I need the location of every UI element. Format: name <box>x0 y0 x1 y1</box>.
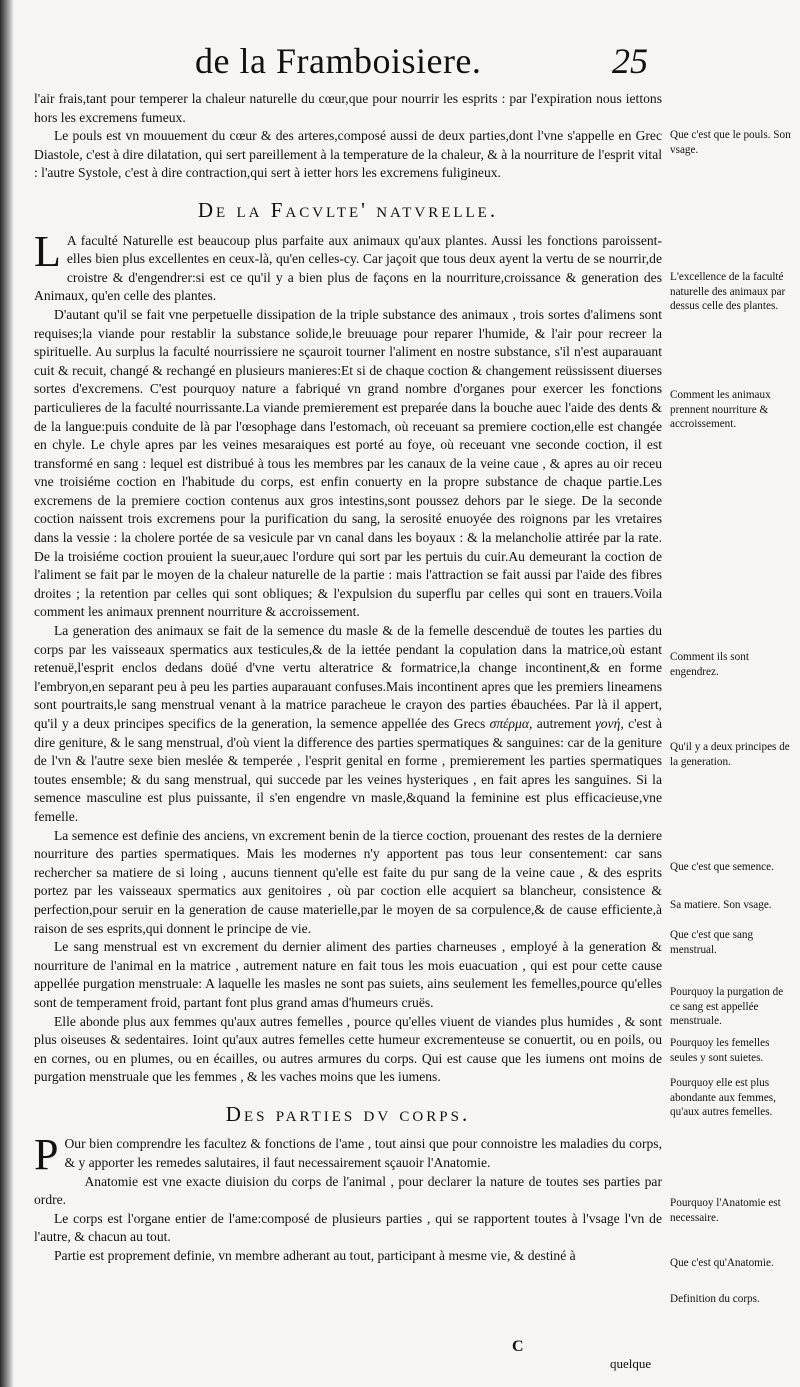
running-head <box>0 40 800 88</box>
paragraph-anatomie-definition: Anatomie est vne exacte diuision du corps de l'animal , pour declarer la nature de toutes ses parties par ordre. <box>34 1173 662 1208</box>
margin-note: Pourquoy la purgation de ce sang est appellée menstruale. <box>670 986 784 1027</box>
margin-note: Qu'il y a deux principes de la generation. <box>670 741 790 768</box>
margin-note: Pourquoy les femelles seules y sont suietes. <box>670 1037 770 1064</box>
margin-note: Comment ils sont engendrez. <box>670 651 749 678</box>
main-text-column <box>34 90 662 1266</box>
page-number: 25 <box>612 41 648 81</box>
margin-note: Definition du corps. <box>670 1293 760 1305</box>
paragraph-nourriture: D'autant qu'il se fait vne perpetuelle dissipation de la triple substance des animaux , trois sortes d'alimens sont requises;la viande pour restablir la substance solide,le breuuage pour reparer l'humide, & l'air pour recreer la spirituelle. Au surplus la faculté nourrissiere ne sçauroit tourner l'aliment en nostre substance, s'il n'est auparauant cuit & recuit, changé & rechangé en plusieurs manieres:Et si de chaque coction & changement reüssissent diuerses sortes d'excremens. C'est pourquoy nature a fabriqué vn grand nombre d'organes pour exercer les fonctions particulieres de la faculté nourrissante.La viande premierement est preparée dans la bouche auec l'aide des dents & de la langue:puis conduite de là par l'œsophage dans l'estomach, où receuant sa premiere coction,elle est changée en chyle. Le chyle apres par les veines mesaraiques est porté au foye, où receuant vne seconde coction, il est transformé en sang : lequel est distribué à tous les membres par les canaux de la veine caue , & apres au oir receu vne troisiéme coction en l'habitude du corps, est enfin conuerty en la propre substance de chaque partie.Les excremens de la premiere coction contenus aux gros intestins,sont poussez dehors par le siege. De la seconde coction naissent trois excremens pour la purification du sang, la serosité enuoyée des roignons par les vretaires dans la vessie : la cholere portée de sa vesicule par vn canal dans les boyaux : & la melancholie attirée par la rate. De la troisiéme coction prouient la sueur,auec l'ordure qui sort par les pertuis du cuir.Au demeurant la coction de l'aliment se fait par le moyen de la chaleur naturelle de la partie : mais l'attraction se fait aussi par l'aide des fibres droites ; la retention par celles qui sont obliques; & l'expulsion du superflu par celles qui sont en trauers.Voila comment les animaux prennent nourriture & accroissement. <box>34 306 662 620</box>
signature-mark: C <box>512 1338 524 1355</box>
paragraph-generation: La generation des animaux se fait de la semence du masle & de la femelle descenduë de toutes les parties du corps par les vaisseaux spermatics aux testicules,& de la iettée pendant la copulation dans la matrice,où estant retenuë,l'esprit enclos dedans doüé d'vne vertu alteratrice & formatrice,la change incontinent,& en forme l'embryon,en separant peu à peu les parties auparauant confuses.Mais incontinent apres que les premiers lineamens sont pourtraits,le sang menstrual venant à la matrice paracheue le crayon des parties ébauchées. Par là il appert, qu'il y a deux principes specifics de la generation, la semence appellée des Grecs σπέρμα, autrement γονή, c'est à dire geniture, & le sang menstrual, d'où vient la difference des parties spermatiques & sanguines: car de la geniture de l'vn & l'autre sexe bien meslée & temperée , l'esprit genital en forme , premierement les parties spermatiques toutes ensemble; & du sang menstrual, qui succede par les veines hysteriques , en fait apres les sanguines. Si la semence masculine est plus puissante, il s'en engendre vn masle,&quand la feminine est plus efficacieuse,vne femelle. <box>34 623 662 824</box>
margin-note: L'excellence de la faculté naturelle des animaux par dessus celle des plantes. <box>670 271 786 312</box>
greek-word-sperma: σπέρμα, <box>489 716 533 731</box>
margin-note: Sa matiere. Son vsage. <box>670 899 772 911</box>
paragraph-abondance: Elle abonde plus aux femmes qu'aux autres femelles , pource qu'elles viuent de viandes plus humides , & sont plus oiseuses & sedentaires. Ioint qu'aux autres femelles cette humeur excrementeuse se conuertit, ou en poils, ou en cornes, ou en plumes, ou en écailles, ou autres armures du corps. Qui est cause que les iumens ont moins de purgation menstruale que les femmes , & les vaches moins que les iumens. <box>34 1013 662 1085</box>
greek-word-gone: γονή, <box>595 716 624 731</box>
margin-note: Que c'est que le pouls. Son vsage. <box>670 129 791 156</box>
margin-note: Pourquoy elle est plus abondante aux femmes, qu'aux autres femelles. <box>670 1077 776 1118</box>
drop-cap: P <box>34 1130 59 1180</box>
paragraph-semence: La semence est definie des anciens, vn excrement benin de la tierce coction, prouenant des restes de la derniere nourriture des parties spermatiques. Mais les modernes n'y apportent pas tous leur consentement: car sans rechercher sa matiere de si loing , aucuns tiennent qu'elle est faite du pur sang de la veine caue , & des esprits portez par les vaisseaux spermatics aux genitoires , où par coction elle acquiert sa blancheur, consistence & perfection,pour seruir en la generation de cause materielle,par le moyen de sa corpulence,& de cause efficiente,à raison de ses esprits,qui donnent le principe de vie. <box>34 827 662 936</box>
paragraph-respiration: l'air frais,tant pour temperer la chaleur naturelle du cœur,que pour nourrir les esprits : par l'expiration nous iettons hors les excremens fumeux. <box>34 91 662 125</box>
section-heading-faculte-naturelle: De la Facvlte' natvrelle. <box>197 197 499 222</box>
paragraph-partie-definition: Partie est proprement definie, vn membre adherant au tout, participant à mesme vie, & destiné à <box>54 1248 576 1264</box>
running-title: de la Framboisiere. <box>195 41 482 81</box>
margin-note: Que c'est que semence. <box>670 861 774 873</box>
drop-cap: L <box>34 226 61 276</box>
binding-shadow <box>0 0 14 1387</box>
margin-note: Comment les animaux prennent nourriture & accroissement. <box>670 389 771 430</box>
paragraph-sang-menstrual: Le sang menstrual est vn excrement du dernier aliment des parties charneuses , employé à la generation & nourriture de l'animal en la matrice , autrement nature en fait tous les mois euacuation , qui est pour cette cause appellée purgation menstruale: A laquelle les masles ne sont pas suiets, ains seulement les femelles,pource qu'elles sont de temperament froid, partant font plus grand amas d'humeurs cruës. <box>34 939 662 1010</box>
margin-note: Pourquoy l'Anatomie est necessaire. <box>670 1197 781 1224</box>
margin-note: Que c'est que sang menstrual. <box>670 929 754 956</box>
section-heading-parties-corps: Des parties dv corps. <box>225 1101 471 1126</box>
paragraph-faculte-intro: L A faculté Naturelle est beaucoup plus parfaite aux animaux qu'aux plantes. Aussi les fonctions paroissent-elles bien plus excellentes en ceux-là, qu'en celles-cy. Car jaçoit que tous deux ayent la vertu de se nourrir,de croistre & d'engendrer:si est ce qu'il y a bien plus de façons en la nourriture,croissance & generation des Animaux, qu'en celle des plantes. <box>34 226 662 304</box>
paragraph-pouls: Le pouls est vn mouuement du cœur & des arteres,composé aussi de deux parties,dont l'vne s'appelle en Grec Diastole, c'est à dire dilatation, qui sert pareillement à la temperature de la chaleur, & à la nourriture de l'esprit vital : l'autre Systole, c'est à dire contraction,qui sert à ietter hors les excremens fuligineux. <box>34 128 662 181</box>
catchword: quelque <box>610 1356 652 1371</box>
margin-note: Que c'est qu'Anatomie. <box>670 1257 774 1269</box>
paragraph-anatomie-intro: P Our bien comprendre les facultez & fonctions de l'ame , tout ainsi que pour connoistre les maladies du corps, & y apporter les remedes salutaires, il faut necessairement sçauoir l'Anatomie. <box>34 1130 662 1180</box>
paragraph-corps-definition: Le corps est l'organe entier de l'ame:composé de plusieurs parties , qui se rapportent toutes à l'vsage l'vn de l'autre, & chacun au tout. <box>34 1210 662 1245</box>
